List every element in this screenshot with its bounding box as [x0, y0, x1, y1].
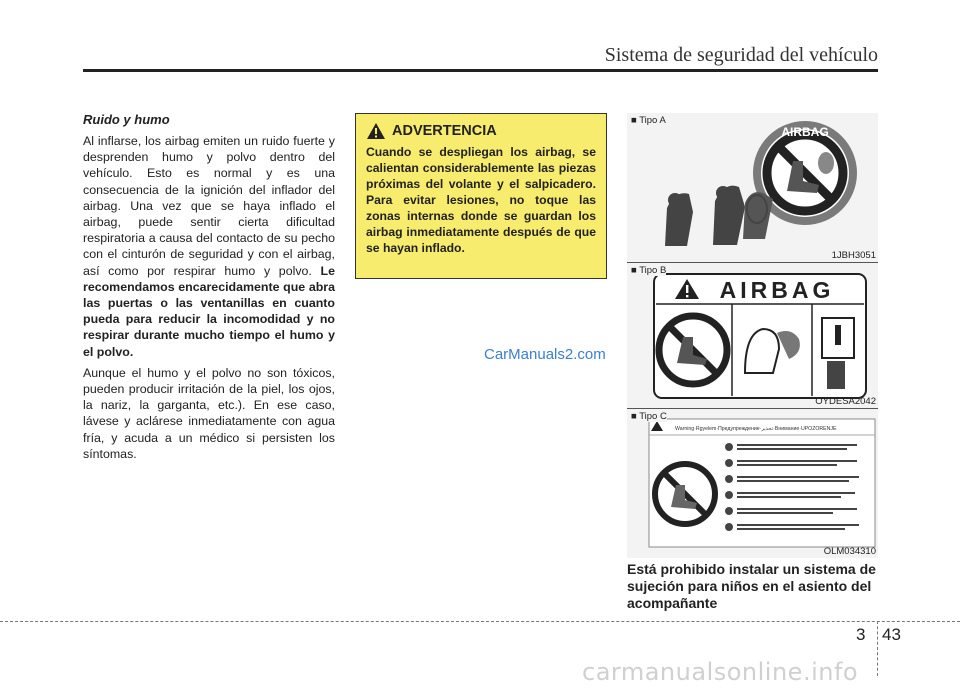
paragraph-irritation: Aunque el humo y el polvo no son tóxicos, pueden producir irritación de la piel, los ojos, la nariz, la garganta, etc.). En ese caso, lávese y aclárese inmediatamente con agua fría, y acuda a un médico si persisten los síntomas.: [83, 365, 335, 461]
header-rule: [83, 69, 878, 72]
sticker-header-text: Warning·Rgyelem·Предупреждение·تحذير·Внимание·UPOZORENJE: [675, 426, 837, 432]
airbag-label-illustration: [627, 263, 878, 408]
watermark-carmanuals2[interactable]: CarManuals2.com: [484, 346, 606, 363]
warning-triangle-icon: [366, 122, 386, 140]
left-column: [83, 112, 335, 467]
figure-c-code: OLM034310: [823, 546, 876, 557]
section-title: Sistema de seguridad del vehículo: [604, 44, 878, 66]
warning-text: Cuando se despliegan los airbag, se calientan considerablemente las piezas próximas del volante y el salpicadero. Para evitar lesiones, no toque las zonas internas donde se guardan los airbag inmediatamente después de que se hayan inflado.: [366, 145, 596, 255]
figure-a-code: 1JBH3051: [831, 250, 876, 261]
figure-b-label: ■ Tipo B: [631, 265, 667, 276]
figure-a-label: ■ Tipo A: [631, 115, 666, 126]
figure-type-a: [627, 113, 878, 262]
watermark-carmanualsonline[interactable]: carmanualsonline.info: [582, 658, 859, 686]
label-airbag-text: AIRBAG: [719, 277, 835, 303]
figure-b-code: OYDESA2042: [815, 396, 876, 407]
subheading-noise-smoke: Ruido y humo: [83, 112, 170, 127]
warning-header: [366, 122, 596, 140]
paragraph-inflation-text: Al inflarse, los airbag emiten un ruido fuerte y desprenden humo y polvo dentro del vehículo. Esto es normal y es una consecuencia de la ignición del inflador del airbag. Una vez que se haya inflado el airbag, puede sentir cierta dificultad respiratoria a causa del contacto de su pecho con el cinturón de seguridad y con el airbag, así como por respirar humo y polvo.: [83, 134, 335, 278]
figure-caption: Está prohibido instalar un sistema de sujeción para niños en el asiento del acompañante: [627, 561, 876, 611]
warning-title: ADVERTENCIA: [392, 123, 497, 139]
footer-vertical-divider: [877, 621, 878, 676]
airbag-badge-illustration: [627, 113, 878, 262]
airbag-sticker-illustration: [627, 409, 878, 558]
paragraph-inflation: [83, 133, 335, 360]
page-number: 43: [882, 625, 901, 644]
warning-box: [355, 113, 607, 279]
footer-divider: [0, 621, 960, 622]
figure-type-c: [627, 409, 878, 558]
chapter-number: 3: [856, 625, 866, 644]
figure-c-label: ■ Tipo C: [631, 411, 667, 422]
figure-type-b: [627, 263, 878, 408]
badge-airbag-text: AIRBAG: [781, 125, 829, 139]
paragraph-inflation-recommendation: Le recomendamos encarecidamente que abra las puertas o las ventanillas en cuanto pueda para reducir la incomodidad y no respirar durante mucho tiempo el humo y el polvo.: [83, 263, 335, 359]
